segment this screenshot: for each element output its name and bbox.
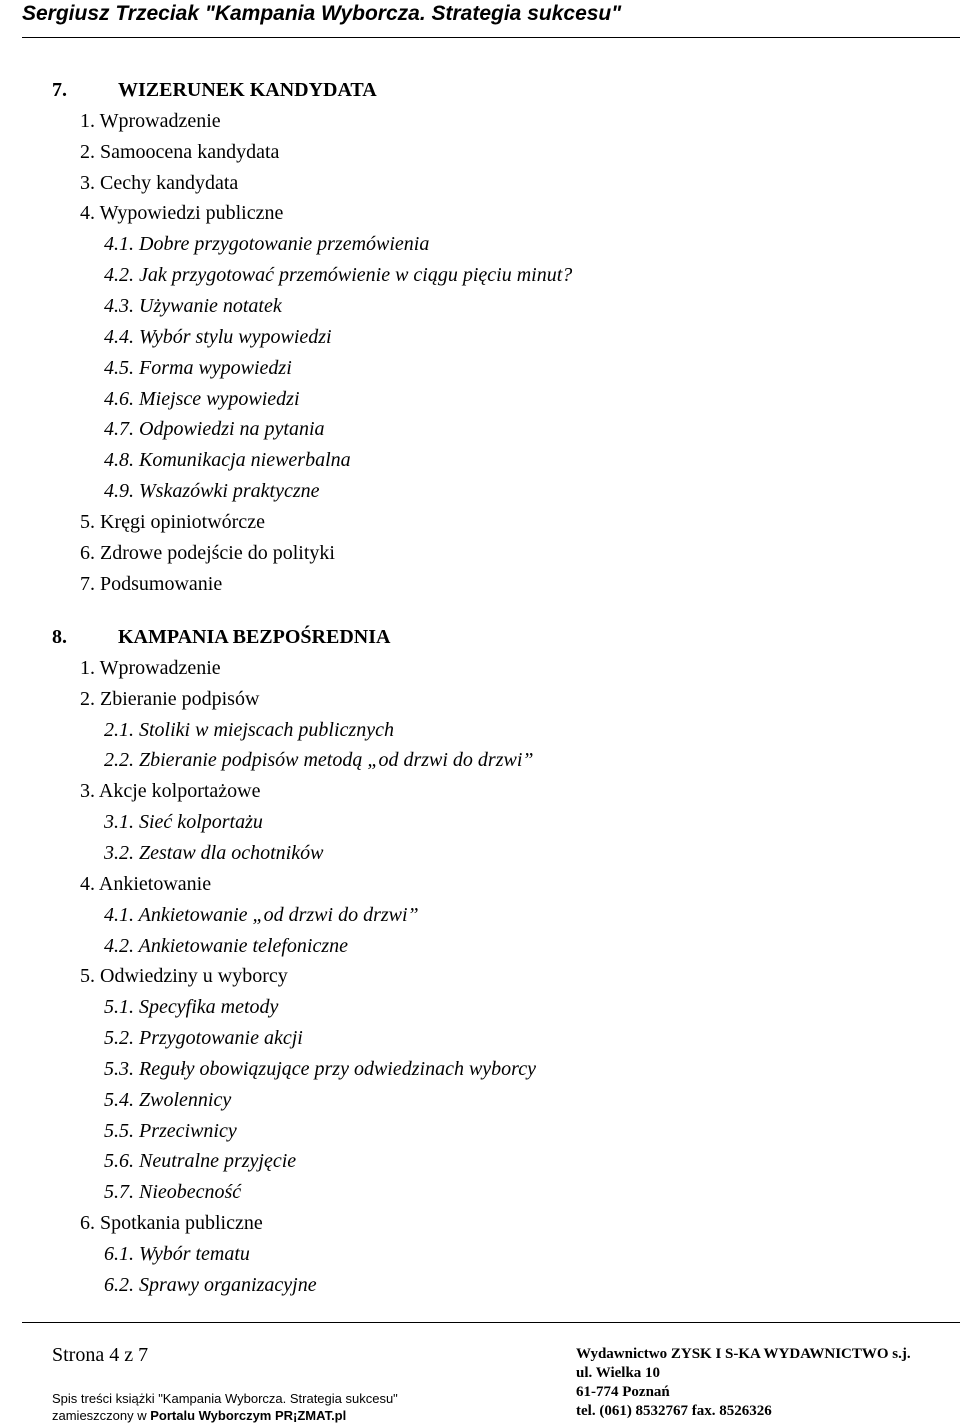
footer-divider (22, 1322, 960, 1323)
section-heading (52, 78, 377, 102)
publisher-street: ul. Wielka 10 (576, 1365, 661, 1381)
toc-subitem: 5.1. Specyfika metody (104, 996, 279, 1018)
toc-subitem: 4.7. Odpowiedzi na pytania (104, 418, 325, 440)
toc-item: 1. Wprowadzenie (80, 110, 221, 132)
toc-item: 2. Zbieranie podpisów (80, 688, 260, 710)
toc-subitem: 2.2. Zbieranie podpisów metodą „od drzwi do drzwi” (104, 749, 534, 771)
toc-subitem: 5.4. Zwolennicy (104, 1089, 232, 1111)
toc-subitem: 6.2. Sprawy organizacyjne (104, 1274, 317, 1296)
toc-item: 6. Zdrowe podejście do polityki (80, 542, 335, 564)
publisher-info (576, 1345, 911, 1421)
publisher-city: 61-774 Poznań (576, 1384, 670, 1400)
page-number: Strona 4 z 7 (52, 1344, 149, 1366)
toc-subitem: 5.3. Reguły obowiązujące przy odwiedzinach wyborcy (104, 1058, 536, 1080)
toc-subitem: 4.5. Forma wypowiedzi (104, 357, 292, 379)
toc-subitem: 4.2. Jak przygotować przemówienie w ciągu pięciu minut? (104, 264, 573, 286)
section-number: 8. (52, 626, 67, 648)
toc-item: 2. Samoocena kandydata (80, 141, 280, 163)
footer-note-line-2 (52, 1407, 398, 1424)
publisher-phone: tel. (061) 8532767 fax. 8526326 (576, 1403, 772, 1419)
toc-subitem: 5.5. Przeciwnicy (104, 1120, 237, 1142)
toc-subitem: 6.1. Wybór tematu (104, 1243, 250, 1265)
toc-subitem: 4.1. Dobre przygotowanie przemówienia (104, 233, 430, 255)
toc-item: 5. Odwiedziny u wyborcy (80, 965, 288, 987)
toc-subitem: 3.2. Zestaw dla ochotników (104, 842, 324, 864)
section-title: KAMPANIA BEZPOŚREDNIA (118, 626, 391, 648)
section-number: 7. (52, 79, 67, 101)
toc-item: 1. Wprowadzenie (80, 657, 221, 679)
toc-subitem: 4.3. Używanie notatek (104, 295, 282, 317)
toc-subitem: 5.2. Przygotowanie akcji (104, 1027, 303, 1049)
running-header: Sergiusz Trzeciak "Kampania Wyborcza. Strategia sukcesu" (22, 2, 622, 25)
footer-note (52, 1390, 398, 1424)
toc-item: 3. Cechy kandydata (80, 172, 239, 194)
footer-note-line-1: Spis treści książki "Kampania Wyborcza. Strategia sukcesu" (52, 1391, 398, 1406)
toc-item: 5. Kręgi opiniotwórcze (80, 511, 265, 533)
portal-link[interactable]: Portalu Wyborczym PR¡ZMAT.pl (150, 1408, 347, 1423)
toc-item: 3. Akcje kolportażowe (80, 780, 261, 802)
toc-subitem: 4.1. Ankietowanie „od drzwi do drzwi” (104, 904, 419, 926)
toc-subitem: 2.1. Stoliki w miejscach publicznych (104, 719, 394, 741)
toc-subitem: 4.4. Wybór stylu wypowiedzi (104, 326, 332, 348)
toc-subitem: 4.6. Miejsce wypowiedzi (104, 388, 300, 410)
section-heading (52, 625, 390, 649)
toc-item: 7. Podsumowanie (80, 573, 223, 595)
toc-item: 4. Ankietowanie (80, 873, 212, 895)
toc-item: 6. Spotkania publiczne (80, 1212, 263, 1234)
toc-subitem: 4.2. Ankietowanie telefoniczne (104, 935, 349, 957)
header-divider (22, 37, 960, 38)
toc-subitem: 4.9. Wskazówki praktyczne (104, 480, 320, 502)
toc-item: 4. Wypowiedzi publiczne (80, 202, 284, 224)
toc-subitem: 5.7. Nieobecność (104, 1181, 242, 1203)
footer-note-prefix: zamieszczony w (52, 1408, 151, 1423)
toc-subitem: 4.8. Komunikacja niewerbalna (104, 449, 351, 471)
publisher-name: Wydawnictwo ZYSK I S-KA WYDAWNICTWO s.j. (576, 1346, 911, 1362)
toc-subitem: 3.1. Sieć kolportażu (104, 811, 263, 833)
toc-subitem: 5.6. Neutralne przyjęcie (104, 1150, 297, 1172)
section-title: WIZERUNEK KANDYDATA (118, 79, 377, 101)
